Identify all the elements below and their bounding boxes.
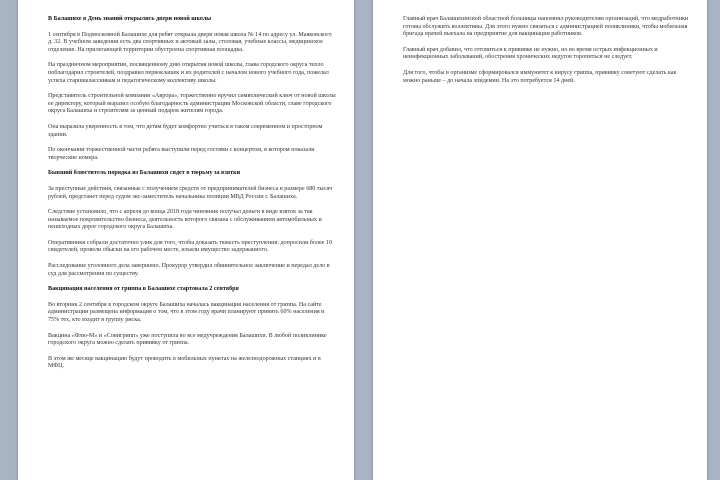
paragraph: Следствие установило, что с апреля до конца 2018 года чиновник получал деньги в виде взяток за так называемое покровительство бизнеса, деятельность которого связана с обслуживанием автомобильных и пешеходных дорог городского округа Балашиха. xyxy=(48,209,322,231)
paragraph: За преступные действия, связанные с получением средств от предпринимателей бизнеса в размере 680 тысяч рублей, предстанет перед судом экс-заместитель начальника полиции МВД России г. Балашиха. xyxy=(48,185,333,200)
paragraph: 1 сентября в Подмосковной Балашихе для ребят открыла двери новая школа № 14 по адресу ул. Маяковского д. 32. В учебном заведении есть два спортивных и актовый залы, столовая, учебные классы, медицинское отделение. На прилегающей территории обустроена спортивная площадка. xyxy=(48,31,332,53)
paragraph: Расследование уголовного дела завершено. Прокурор утвердил обвинительное заключение и передал дело в суд для рассмотрения по существу. xyxy=(48,263,330,277)
paragraph: Во вторник 2 сентября в городском округе Балашиха началась вакцинация населения от гриппа. На сайте администрации размещена информация о том, что в этом году врачи планируют привить 60% населения и 75% тех, кто входит в группу риска. xyxy=(48,301,325,324)
paragraph: Оперативники собрали достаточно улик для того, чтобы доказать тяжесть преступления: допросили более 10 свидетелей, провели обыски на его рабочем месте, изъяли имущество задержанного. xyxy=(48,239,332,254)
paragraph: Для того, чтобы в организме сформировался иммунитет к вирусу гриппа, прививку советуют сделать как можно раньше – до начала эпидемии. На это потребуется 14 дней. xyxy=(403,69,677,84)
article-heading: В Балашихе в День знаний открылись двери новой школы xyxy=(48,16,212,22)
article-heading: Бывший блюститель порядка из Балашихи сядет в тюрьму за взятки xyxy=(48,170,241,177)
document-page-right[interactable] xyxy=(373,0,707,480)
paragraph: Вакцина «Флю-М» и «Совигрипп» уже поступила во все медучреждения Балашихи. В любой поликлинике городского округа можно сделать прививку от гриппа. xyxy=(48,332,327,347)
paragraph: В этом же месяце вакцинацию будут проводить в мобильных пунктах на железнодорожных станциях и в МФЦ. xyxy=(48,355,321,370)
paragraph: Главный врач Балашихинской областной больницы напомнил руководителям организаций, что медработники готовы обслужить коллективы. Для этого нужно связаться с администрацией поликлиники, чтобы мобильная бригада врачей выехала на предприятие для вакцинации работников. xyxy=(403,16,689,38)
paragraph: Главный врач добавил, что готовиться к прививке не нужно, но во время острых инфекционных и неинфекционных заболеваний, обострения хронических недугов торопиться не следует. xyxy=(403,46,658,61)
paragraph: Она выразила уверенность в том, что детям будет комфортно учиться в таком современном и просторном здании. xyxy=(48,123,323,138)
page-content-left[interactable] xyxy=(48,16,336,379)
paragraph: Представитель строительной компании «Аврора», торжественно вручил символический ключ от новой школы ее директору, который выразил особую благодарность администрации Московской области, главе городского округа Балашиха и строителям за ценный подарок жителям города. xyxy=(48,93,336,115)
document-page-left[interactable] xyxy=(18,0,354,480)
article-heading: Вакцинация населения от гриппа в Балашихе стартовала 2 сентября xyxy=(48,286,239,293)
paragraph: По окончании торжественной части ребята выступили перед гостями с концертом, в котором показали творческие номера. xyxy=(48,147,315,161)
page-content-right[interactable] xyxy=(403,16,689,93)
paragraph: На праздничном мероприятии, посвященному дню открытия новой школы, глава городского округа тепло поблагодарил строителей, поздравил первоклашек и их родителей с началом нового учебного года, пожелал успеха старшеклассникам и педагогическому коллективу школы. xyxy=(48,62,329,84)
